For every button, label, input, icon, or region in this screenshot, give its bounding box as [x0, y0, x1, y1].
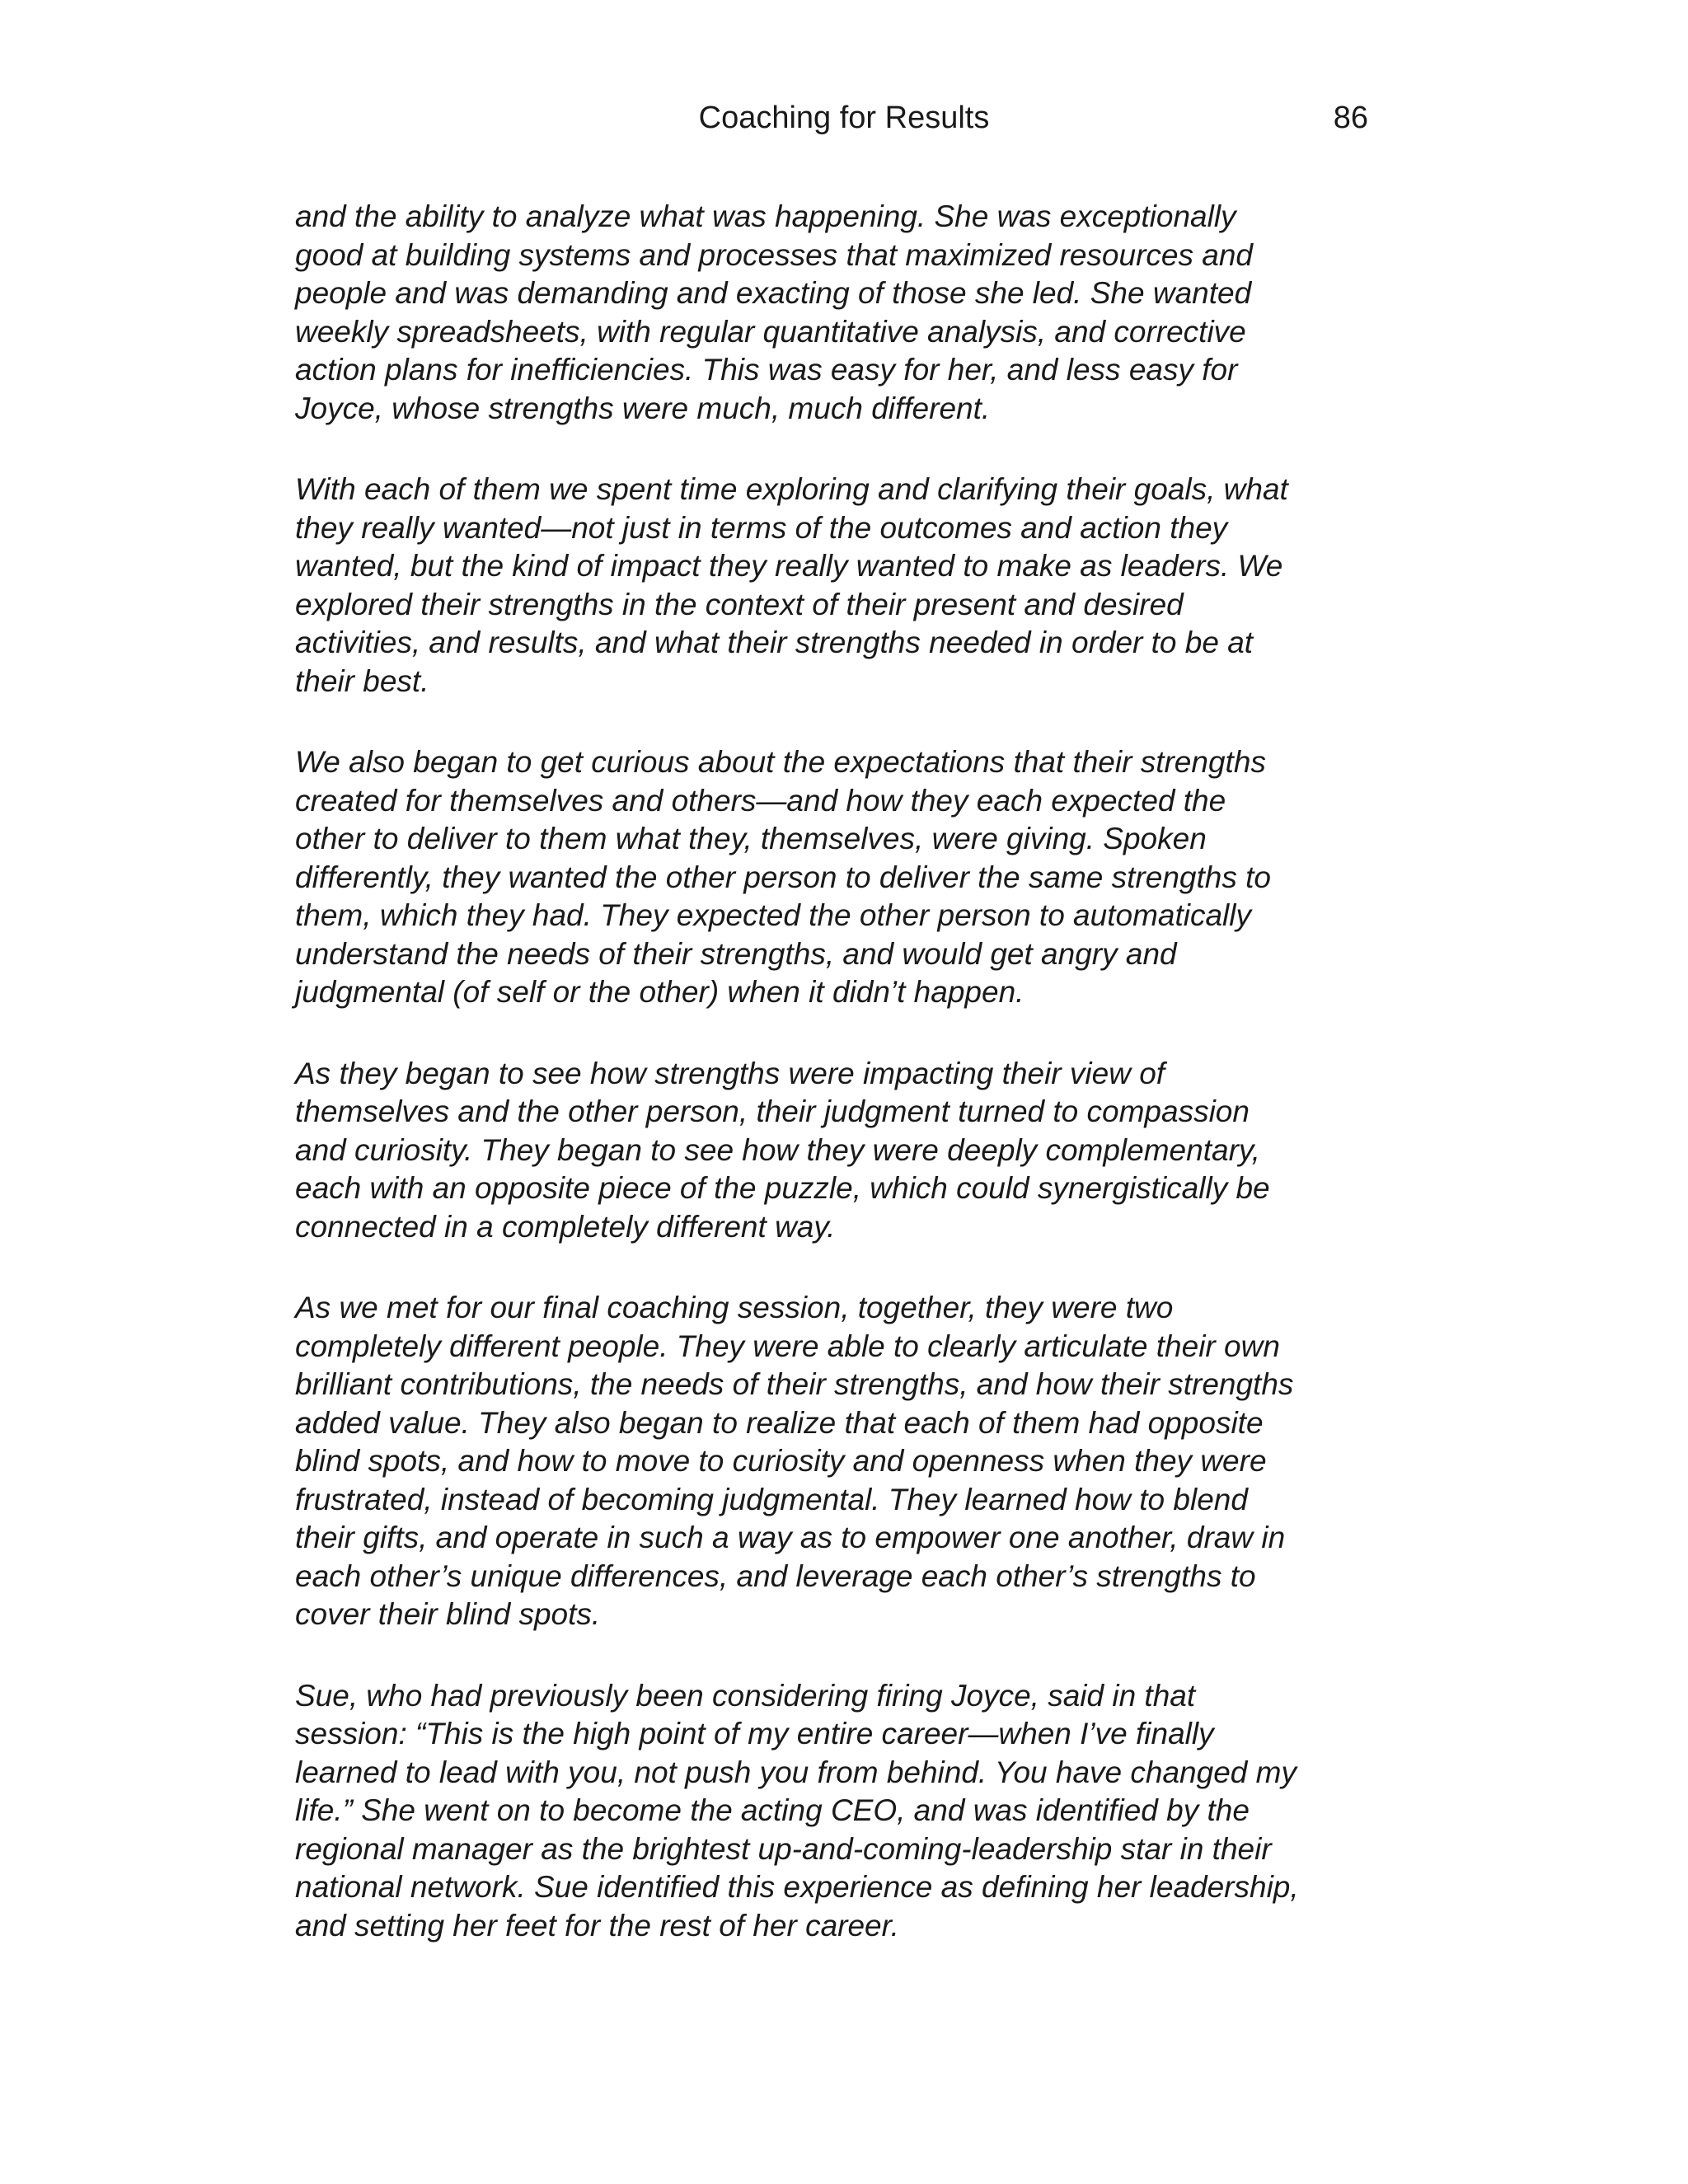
- paragraph-5: As we met for our final coaching session, together, they were two completely different people. They were able to clearly articulate their own brilliant contributions, the needs of their strengths, and how their strengths added value. They also began to realize that each of them had opposite blind spots, and how to move to curiosity and openness when they were frustrated, instead of becoming judgmental. They learned how to blend their gifts, and operate in such a way as to empower one another, draw in each other’s unique differences, and leverage each other’s strengths to cover their blind spots.: [295, 1291, 1294, 1631]
- paragraph-6: Sue, who had previously been considering firing Joyce, said in that session: “This is the high point of my entire career—when I’ve finally learned to lead with you, not push you from behind. You have changed my life.” She went on to become the acting CEO, and was identified by the regional manager as the brightest up-and-coming-leadership star in their national network. Sue identified this experience as defining her leadership, and setting her feet for the rest of her career.: [295, 1678, 1299, 1943]
- page-number: 86: [1333, 101, 1368, 135]
- paragraph-2: With each of them we spent time exploring and clarifying their goals, what they really wanted—not just in terms of the outcomes and action they wanted, but the kind of impact they really wanted to make as leaders. We explored their strengths in the context of their present and desired activities, and results, and what their strengths needed in order to be at their best.: [295, 472, 1288, 698]
- paragraph-1: and the ability to analyze what was happening. She was exceptionally good at building systems and processes that maximized resources and people and was demanding and exacting of those she led. She wanted weekly spreadsheets, with regular quantitative analysis, and corrective action plans for inefficiencies. This was easy for her, and less easy for Joyce, whose strengths were much, much different.: [295, 199, 1253, 425]
- paragraph-4: As they began to see how strengths were impacting their view of themselves and the other person, their judgment turned to compassion and curiosity. They began to see how they were deeply complementary, each with an opposite piece of the puzzle, which could synergistically be connected in a completely different way.: [295, 1056, 1270, 1244]
- body-text: [295, 198, 1383, 1988]
- page-header: [0, 97, 1688, 138]
- running-title: Coaching for Results: [698, 101, 990, 135]
- paragraph-3: We also began to get curious about the expectations that their strengths created for themselves and others—and how they each expected the other to deliver to them what they, themselves, were giving. Spoken differently, they wanted the other person to deliver the same strengths to them, which they had. They expected the other person to automatically understand the needs of their strengths, and would get angry and judgmental (of self or the other) when it didn’t happen.: [295, 745, 1271, 1009]
